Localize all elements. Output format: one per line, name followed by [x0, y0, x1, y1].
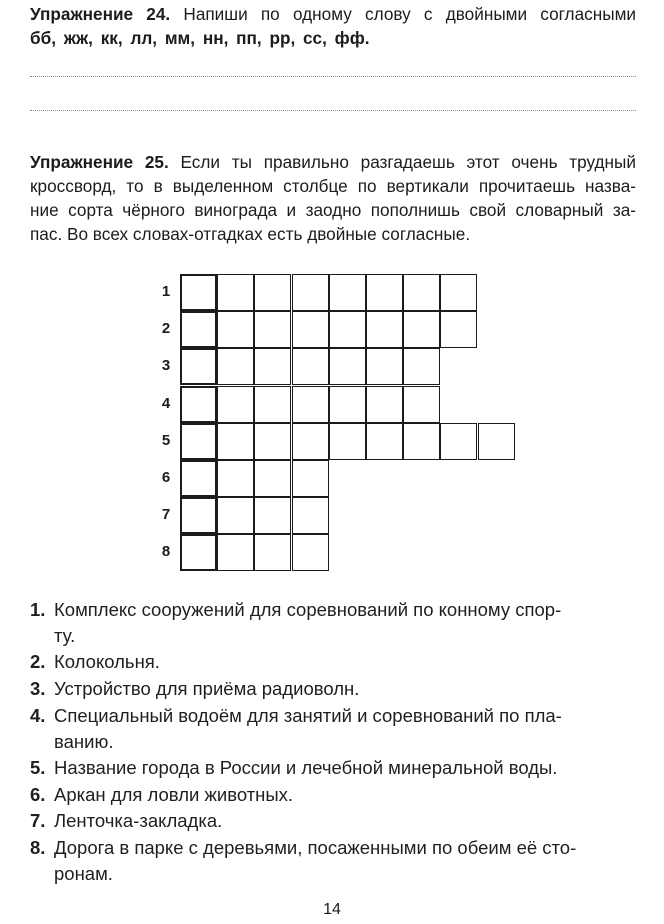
- exercise-24-title: Упражнение 24.: [30, 4, 171, 24]
- clue-text: Дорога в парке с деревьями, посаженными по обеим её сто-: [54, 837, 577, 858]
- clue-5: [30, 755, 636, 781]
- clue-text: Колокольня.: [54, 651, 160, 672]
- crossword-cell[interactable]: [292, 311, 329, 348]
- crossword-cell[interactable]: [292, 386, 329, 423]
- exercise-25: [30, 150, 636, 246]
- clue-number: 6.: [30, 784, 46, 805]
- clue-text: Аркан для ловли животных.: [54, 784, 294, 805]
- crossword-cell[interactable]: [403, 386, 440, 423]
- crossword-cell[interactable]: [403, 274, 440, 311]
- crossword-cell[interactable]: [440, 274, 477, 311]
- crossword-cell[interactable]: [366, 348, 403, 385]
- crossword-cell-highlighted[interactable]: [180, 460, 217, 497]
- crossword-cell[interactable]: [329, 348, 366, 385]
- crossword-cell[interactable]: [254, 423, 291, 460]
- crossword-cell[interactable]: [254, 460, 291, 497]
- clue-4: [30, 703, 636, 755]
- exercise-25-line-4: пас. Во всех словах-отгадках есть двойные согласные.: [30, 224, 471, 244]
- crossword-cell-highlighted[interactable]: [180, 311, 217, 348]
- crossword-cell[interactable]: [329, 423, 366, 460]
- crossword-cell[interactable]: [440, 423, 477, 460]
- row-number: 4: [161, 394, 171, 412]
- clue-number: 5.: [30, 757, 46, 778]
- crossword-cell[interactable]: [478, 423, 515, 460]
- clue-8: [30, 835, 636, 887]
- crossword-cell[interactable]: [217, 311, 254, 348]
- clue-text: Устройство для приёма радиоволн.: [54, 678, 360, 699]
- crossword-cell[interactable]: [292, 497, 329, 534]
- row-number: 5: [161, 431, 171, 449]
- clue-6: [30, 782, 636, 808]
- crossword-cell[interactable]: [254, 311, 291, 348]
- clue-1: [30, 597, 636, 649]
- page-number: 14: [323, 901, 341, 918]
- crossword-cell-highlighted[interactable]: [180, 497, 217, 534]
- crossword-cell-highlighted[interactable]: [180, 534, 217, 571]
- clue-text: Ленточка-закладка.: [54, 810, 223, 831]
- exercise-24-text: Напиши по одному слову с двойными согласными: [183, 4, 636, 24]
- exercise-24: [30, 2, 636, 50]
- crossword-cell[interactable]: [217, 423, 254, 460]
- exercise-25-line-1: Упражнение 25. Если ты правильно разгадаешь этот очень трудный: [30, 152, 636, 172]
- crossword-cell[interactable]: [217, 386, 254, 423]
- crossword-cell[interactable]: [329, 274, 366, 311]
- crossword-cell[interactable]: [403, 311, 440, 348]
- clue-text-continuation: ту.: [54, 625, 76, 646]
- crossword-cell-highlighted[interactable]: [180, 386, 217, 423]
- crossword-cell[interactable]: [292, 274, 329, 311]
- row-number: 2: [161, 320, 171, 338]
- row-number: 7: [161, 506, 171, 524]
- crossword-cell[interactable]: [254, 274, 291, 311]
- clue-number: 2.: [30, 651, 46, 672]
- crossword-cell[interactable]: [217, 497, 254, 534]
- exercise-25-title: Упражнение 25.: [30, 152, 169, 172]
- crossword-cell-highlighted[interactable]: [180, 274, 217, 311]
- crossword-cell[interactable]: [292, 460, 329, 497]
- clue-2: [30, 649, 636, 675]
- exercise-24-line-1: [30, 2, 636, 26]
- row-number: 1: [161, 283, 171, 300]
- crossword-cell[interactable]: [366, 423, 403, 460]
- exercise-25-line-3: ние сорта чёрного винограда и заодно пополнишь свой словарный за-: [30, 200, 636, 220]
- clue-number: 8.: [30, 837, 46, 858]
- crossword-cell[interactable]: [217, 534, 254, 571]
- crossword-cell[interactable]: [254, 497, 291, 534]
- clue-text: Название города в России и лечебной минеральной воды.: [54, 757, 558, 778]
- crossword-cell[interactable]: [403, 423, 440, 460]
- crossword-cell[interactable]: [292, 534, 329, 571]
- crossword-cell[interactable]: [254, 534, 291, 571]
- crossword-cell[interactable]: [329, 386, 366, 423]
- exercise-25-line-2: кроссворд, то в выделенном столбце по вертикали прочитаешь назва-: [30, 176, 636, 196]
- clue-number: 7.: [30, 810, 46, 831]
- crossword-cell[interactable]: [254, 386, 291, 423]
- crossword-cell[interactable]: [217, 274, 254, 311]
- crossword-cell[interactable]: [292, 348, 329, 385]
- answer-line-2[interactable]: [30, 110, 636, 111]
- crossword-cell[interactable]: [366, 311, 403, 348]
- crossword-cell[interactable]: [366, 274, 403, 311]
- row-number: 8: [161, 543, 171, 561]
- clue-text-continuation: ванию.: [54, 731, 114, 752]
- crossword-cell-highlighted[interactable]: [180, 348, 217, 385]
- clue-number: 1.: [30, 599, 46, 620]
- crossword-cell[interactable]: [403, 348, 440, 385]
- clue-text: Комплекс сооружений для соревнований по конному спор-: [54, 599, 562, 620]
- crossword-cell[interactable]: [254, 348, 291, 385]
- exercise-24-letters: бб, жж, кк, лл, мм, нн, пп, рр, сс, фф.: [30, 28, 370, 48]
- crossword-cell[interactable]: [329, 311, 366, 348]
- crossword-cell[interactable]: [217, 348, 254, 385]
- row-number: 6: [161, 469, 171, 486]
- crossword-cell[interactable]: [292, 423, 329, 460]
- crossword-cell[interactable]: [217, 460, 254, 497]
- crossword-cell-highlighted[interactable]: [180, 423, 217, 460]
- crossword-cell[interactable]: [440, 311, 477, 348]
- row-number: 3: [161, 357, 171, 375]
- answer-line-1[interactable]: [30, 76, 636, 77]
- clue-number: 3.: [30, 678, 46, 699]
- crossword-cell[interactable]: [366, 386, 403, 423]
- clue-text: Специальный водоём для занятий и соревнований по пла-: [54, 705, 562, 726]
- clue-7: [30, 808, 636, 834]
- clue-3: [30, 676, 636, 702]
- clue-number: 4.: [30, 705, 46, 726]
- clue-text-continuation: ронам.: [54, 863, 113, 884]
